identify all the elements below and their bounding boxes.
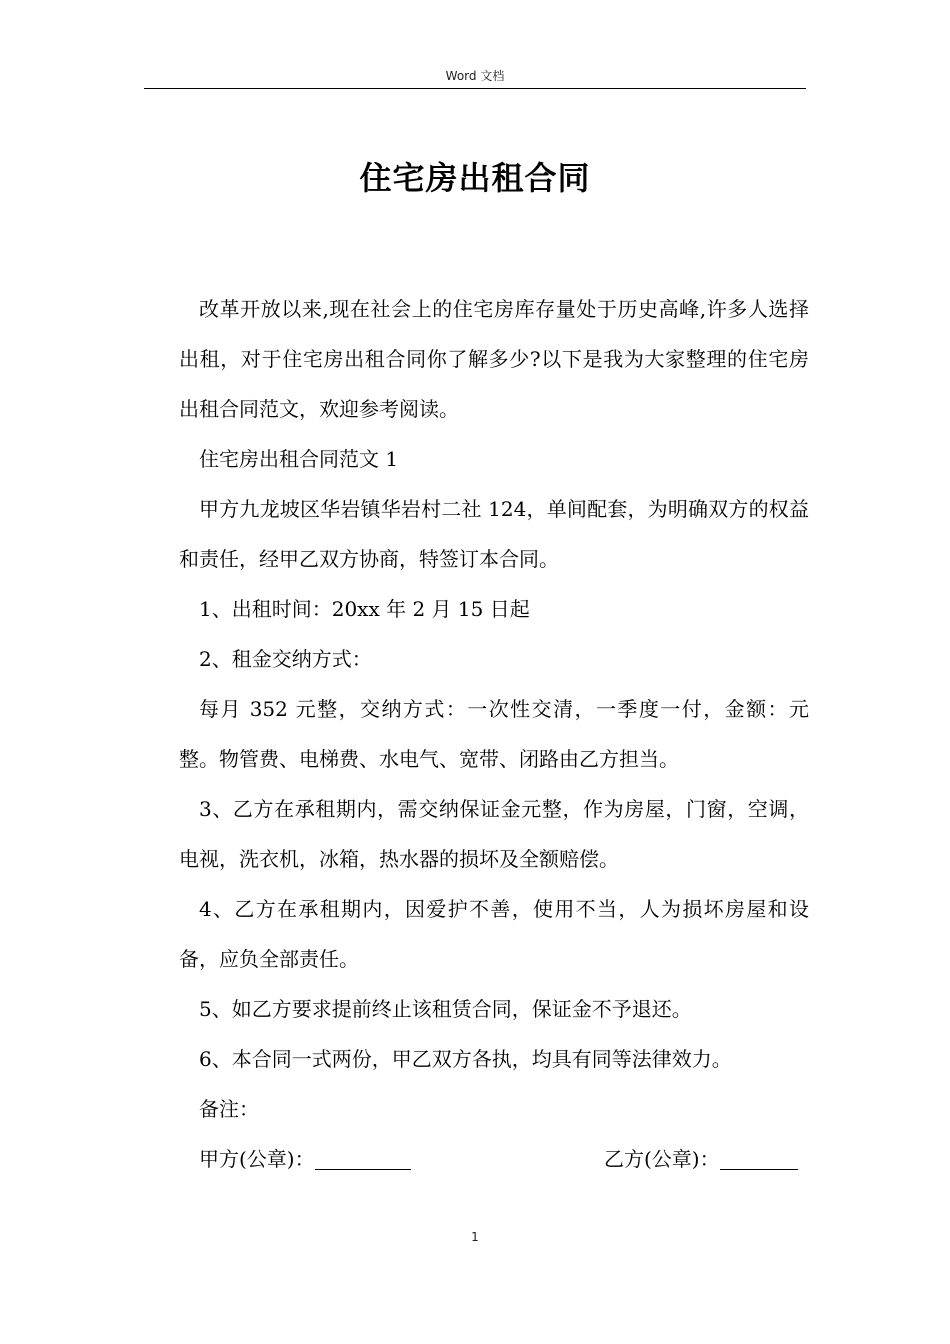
clause-5: 5、如乙方要求提前终止该租赁合同，保证金不予退还。 <box>199 997 692 1021</box>
document-title: 住宅房出租合同 <box>359 159 591 197</box>
remarks-label: 备注： <box>199 1097 259 1121</box>
party-b-signature-blank <box>720 1141 798 1170</box>
party-a-signature-blank <box>315 1141 411 1170</box>
signature-line <box>179 1134 809 1184</box>
sample-heading: 住宅房出租合同范文 1 <box>199 447 399 471</box>
party-b-seal-label: 乙方(公章)： <box>604 1147 720 1171</box>
header-text: Word 文档 <box>445 69 505 83</box>
intro-paragraph: 改革开放以来,现在社会上的住宅房库存量处于历史高峰,许多人选择出租，对于住宅房出租合同你了解多少?以下是我为大家整理的住宅房出租合同范文，欢迎参考阅读。 <box>179 297 809 421</box>
party-a-paragraph: 甲方九龙坡区华岩镇华岩村二社 124，单间配套，为明确双方的权益和责任，经甲乙双方协商，特签订本合同。 <box>179 497 809 571</box>
party-b-signature <box>604 1134 798 1184</box>
payment-paragraph: 每月 352 元整，交纳方式：一次性交清，一季度一付，金额：元整。物管费、电梯费、水电气、宽带、闭路由乙方担当。 <box>179 697 809 771</box>
clause-6: 6、本合同一式两份，甲乙双方各执，均具有同等法律效力。 <box>199 1047 732 1071</box>
clause-2: 2、租金交纳方式： <box>199 647 372 671</box>
party-a-signature <box>199 1134 411 1184</box>
document-body <box>179 284 809 1184</box>
party-a-seal-label: 甲方(公章)： <box>199 1147 315 1171</box>
clause-4: 4、乙方在承租期内，因爱护不善，使用不当，人为损坏房屋和设备，应负全部责任。 <box>179 897 809 971</box>
clause-3: 3、乙方在承租期内，需交纳保证金元整，作为房屋，门窗，空调，电视，洗衣机，冰箱，热水器的损坏及全额赔偿。 <box>179 797 809 871</box>
page-number: 1 <box>471 1230 479 1244</box>
clause-1: 1、出租时间：20xx 年 2 月 15 日起 <box>199 597 530 621</box>
page-header <box>144 66 806 89</box>
